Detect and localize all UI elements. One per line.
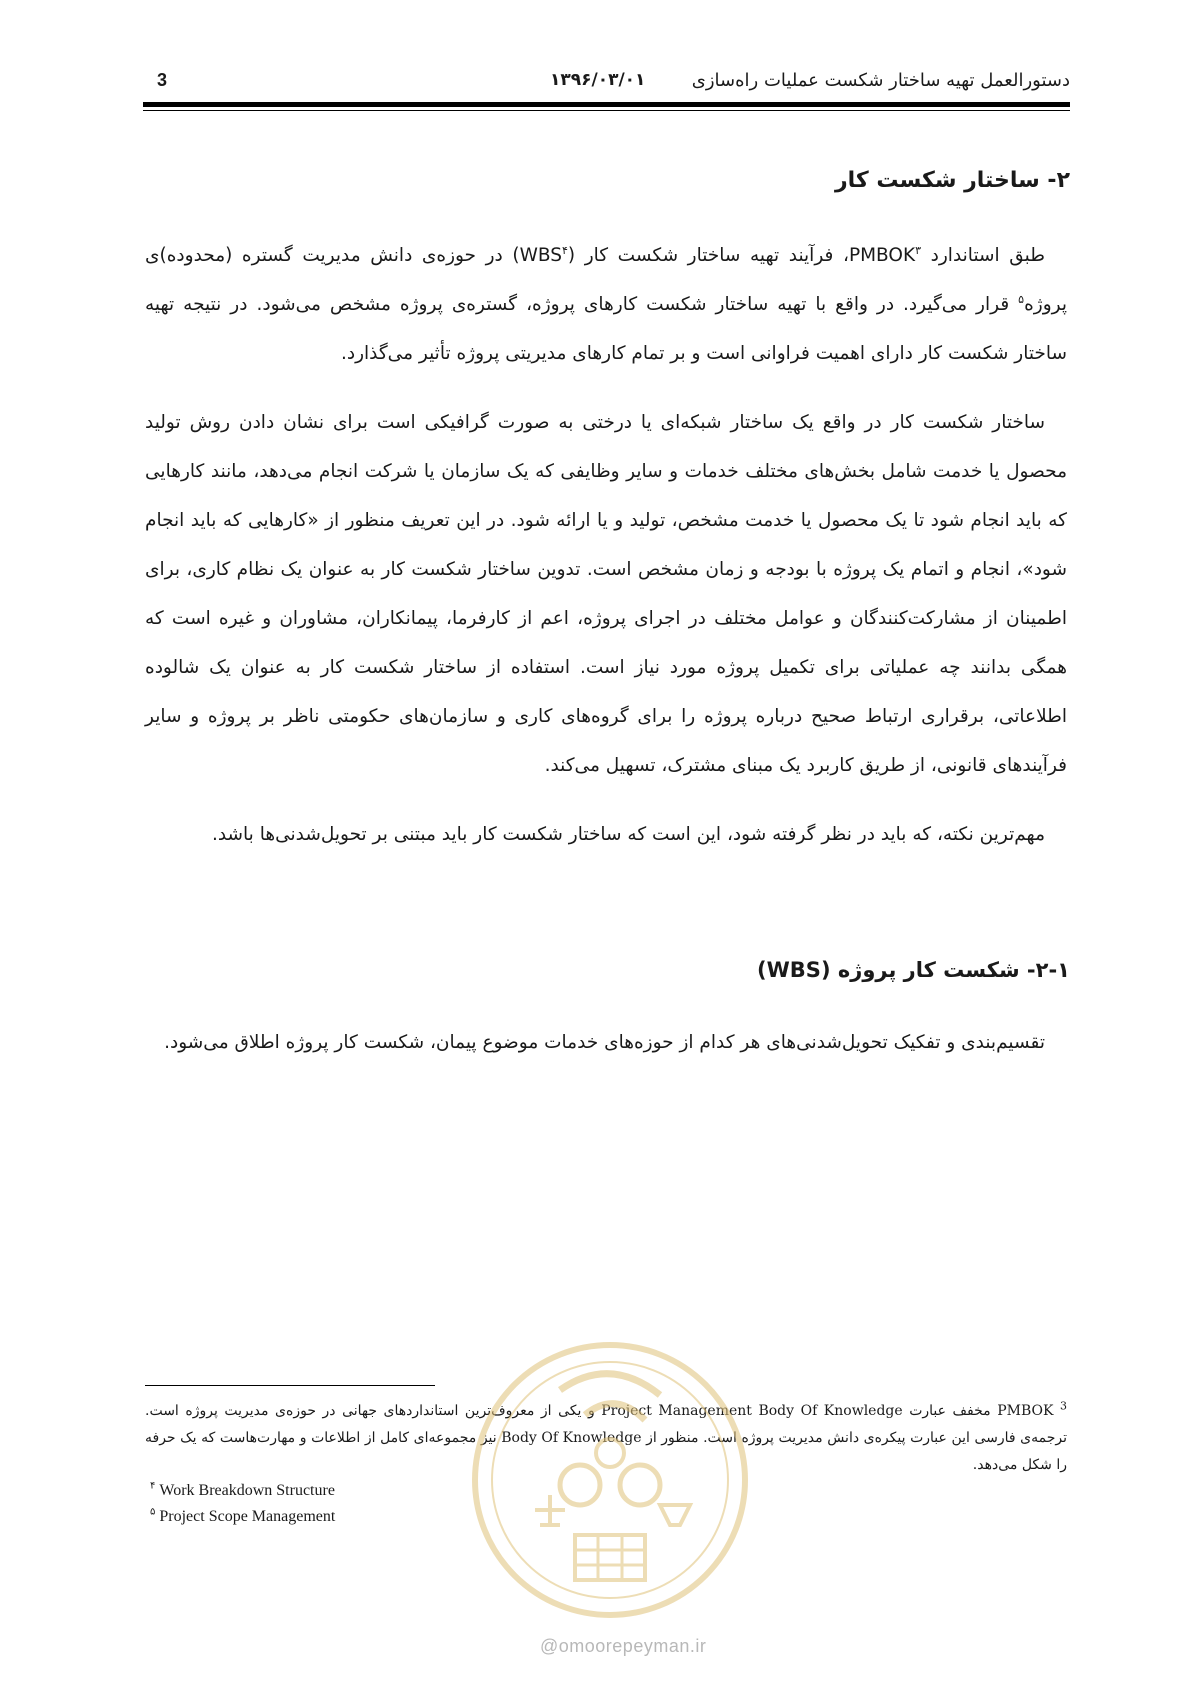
section-paragraph-3 (145, 810, 1067, 859)
subsection-paragraph-1 (145, 1018, 1067, 1067)
header-date: ۱۳۹۶/۰۳/۰۱ (550, 70, 646, 90)
page-number: 3 (157, 70, 168, 90)
footnote-ref-4: ۴ (561, 243, 568, 257)
section-heading: ۲- ساختار شکست کار (834, 168, 1070, 193)
footnote-5-text: Project Scope Management (155, 1508, 336, 1525)
p1-part-a: طبق استاندارد PMBOK (848, 245, 1045, 266)
p3-text: مهم‌ترین نکته، که باید در نظر گرفته شود، این است که ساختار شکست کار باید مبتنی بر تحویل‌شدنی‌ها باشد. (211, 824, 1045, 845)
watermark-url: @omoorepeyman.ir (540, 1636, 707, 1656)
watermark-logo (465, 1335, 755, 1625)
p1-part-d: قرار می‌گیرد. در واقع با تهیه ساختار شکست کارهای پروژه، گستره‌ی پروژه مشخص می‌شود. در نتیجه تهیه ساختار شکست کار دارای اهمیت فراوانی است و بر تمام کارهای مدیریتی پروژه تأثیر می‌گذارد. (145, 294, 1067, 364)
header-title: دستورالعمل تهیه ساختار شکست عملیات راه‌سازی (691, 70, 1070, 91)
section-paragraph-1 (145, 231, 1067, 378)
footnote-4-text: Work Breakdown Structure (155, 1482, 335, 1499)
footnote-separator (145, 1385, 435, 1386)
footnote-3-text: PMBOK مخفف عبارت Project Management Body Of Knowledge و یکی از معروف‌ترین استانداردهای جهانی در حوزه‌ی مدیریت پروژه است. ترجمه‌ی فارسی این عبارت پیکره‌ی دانش مدیریت پروژه است. منظور از Body Of Knowledge نیز مجموعه‌ای کامل از اطلاعات و مهارت‌هاست که یک حرفه را شکل می‌دهد. (145, 1403, 1067, 1473)
header-rule-thin (143, 110, 1070, 111)
page-header (145, 70, 1070, 100)
footnote-ref-5: ۵ (1018, 292, 1025, 306)
footnote-4-number: ۴ (150, 1480, 156, 1492)
p1-part-c: ) در حوزه‌ی دانش مدیریت گستره (محدوده)ی پروژه (145, 245, 1067, 315)
footnote-5-number: ۵ (150, 1506, 156, 1518)
p1-part-b: ، فرآیند تهیه ساختار شکست کار (WBS (519, 245, 849, 266)
footnote-3-number: 3 (1060, 1399, 1067, 1413)
header-rule-thick (143, 102, 1070, 107)
sub-p1-text: تقسیم‌بندی و تفکیک تحویل‌شدنی‌های هر کدام از حوزه‌های خدمات موضوع پیمان، شکست کار پروژه اطلاق می‌شود. (164, 1032, 1045, 1053)
footnote-ref-3: ۳ (915, 243, 922, 257)
p2-text: ساختار شکست کار در واقع یک ساختار شبکه‌ای یا درختی به صورت گرافیکی است برای نشان دادن روش تولید محصول یا خدمت شامل بخش‌های مختلف خدمات و سایر وظایفی که یک سازمان یا شرکت انجام می‌دهد، مانند کارهایی که باید انجام شود تا یک محصول یا خدمت مشخص، تولید و یا ارائه شود. در این تعریف منظور از «کارهایی که باید انجام شود»، انجام و اتمام یک پروژه با بودجه و زمان مشخص است. تدوین ساختار شکست کار به عنوان یک نظام کاری، برای اطمینان از مشارکت‌کنندگان و عوامل مختلف در اجرای پروژه، اعم از کارفرما، پیمانکاران، مشاوران و غیره است که همگی بدانند چه عملیاتی برای تکمیل پروژه مورد نیاز است. استفاده از ساختار شکست کار به عنوان یک شالوده اطلاعاتی، برقراری ارتباط صحیح درباره پروژه را برای گروه‌های کاری و سازمان‌های حکومتی ناظر بر پروژه و سایر فرآیندهای قانونی، از طریق کاربرد یک مبنای مشترک، تسهیل می‌کند. (145, 412, 1067, 776)
footnote-5 (150, 1508, 335, 1526)
subsection-heading: ۲-۱- شکست کار پروژه (WBS) (757, 958, 1070, 982)
section-paragraph-2 (145, 398, 1067, 790)
footnote-4 (150, 1482, 335, 1500)
